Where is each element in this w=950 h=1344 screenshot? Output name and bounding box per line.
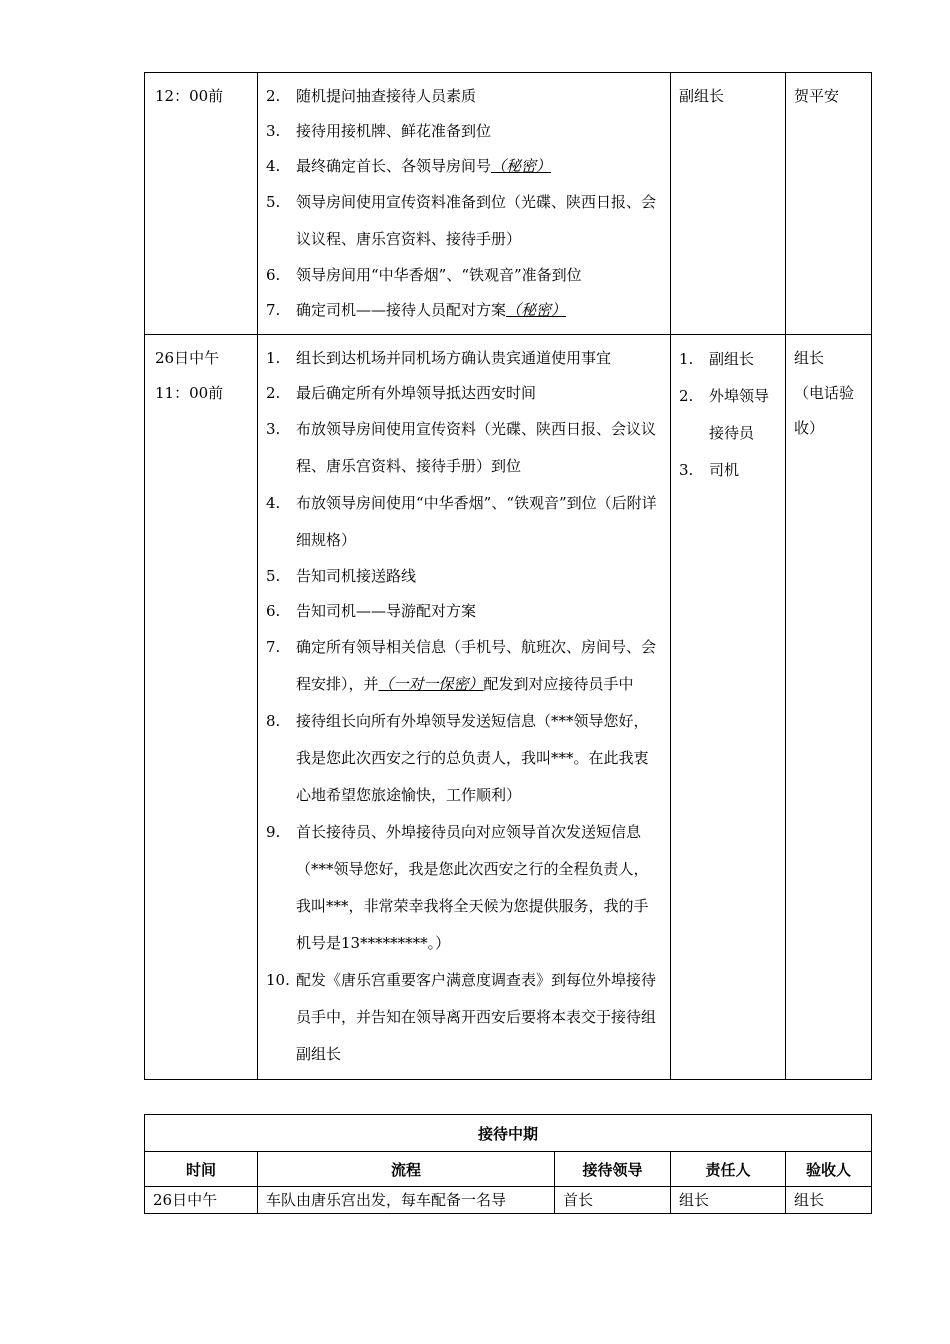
schedule-row-1	[145, 73, 872, 335]
process-item: 5. 告知司机接送路线	[266, 567, 417, 585]
secret-mark: （秘密）	[491, 157, 552, 175]
column-header: 责任人	[671, 1152, 786, 1187]
leader-item: 3. 司机	[679, 461, 740, 479]
time-line: 11：00前	[155, 384, 224, 402]
table-cell: 组长	[786, 1187, 872, 1214]
secret-mark: （秘密）	[506, 301, 567, 319]
leader-item: 2. 外埠领导接待员	[679, 387, 770, 442]
process-item: 10. 配发《唐乐宫重要客户满意度调查表》到每位外埠接待员手中，并告知在领导离开西安后要将本表交于接待组副组长	[266, 971, 657, 1063]
table-cell: 车队由唐乐宫出发，每车配备一名导	[258, 1187, 555, 1214]
table-title: 接待中期	[145, 1115, 872, 1152]
table-header-row	[145, 1152, 872, 1187]
column-header: 流程	[258, 1152, 555, 1187]
process-item: 6. 告知司机——导游配对方案	[266, 602, 477, 620]
time-line: 26日中午	[155, 349, 220, 367]
process-item: 2. 最后确定所有外埠领导抵达西安时间	[266, 384, 537, 402]
process-item: 9. 首长接待员、外埠接待员向对应领导首次发送短信息（***领导您好，我是您此次西安之行的全程负责人，我叫***，非常荣幸我将全天候为您提供服务，我的手机号是13*********。）	[266, 823, 649, 952]
table-row	[145, 1187, 872, 1214]
process-item: 1. 组长到达机场并同机场方确认贵宾通道使用事宜	[266, 349, 612, 367]
process-item: 2. 随机提问抽查接待人员素质	[266, 87, 477, 105]
schedule-table	[144, 72, 872, 1080]
schedule-row-2	[145, 335, 872, 1080]
time-cell	[145, 73, 258, 335]
secret-mark: （一对一保密）	[378, 675, 484, 693]
leader-cell	[671, 335, 786, 1080]
process-item: 8. 接待组长向所有外埠领导发送短信息（***领导您好，我是您此次西安之行的总负责人，我叫***。在此我衷心地希望您旅途愉快，工作顺利）	[266, 712, 649, 804]
owner-cell: 贺平安	[786, 73, 872, 335]
time-line: 12：00前	[155, 87, 224, 105]
process-item: 4. 布放领导房间使用“中华香烟”、“铁观音”到位（后附详细规格）	[266, 494, 657, 549]
column-header: 接待领导	[555, 1152, 671, 1187]
table-cell: 组长	[671, 1187, 786, 1214]
mid-period-table	[144, 1114, 872, 1214]
process-item: 7. 确定所有领导相关信息（手机号、航班次、房间号、会程安排），并（一对一保密）配发到对应接待员手中	[266, 638, 657, 693]
process-item: 5. 领导房间使用宣传资料准备到位（光碟、陕西日报、会议议程、唐乐宫资料、接待手册）	[266, 193, 657, 248]
process-cell	[258, 73, 671, 335]
leader-cell: 副组长	[671, 73, 786, 335]
process-item: 3. 接待用接机牌、鲜花准备到位	[266, 122, 492, 140]
owner-cell: 组长 （电话验收）	[786, 335, 872, 1080]
time-cell	[145, 335, 258, 1080]
column-header: 时间	[145, 1152, 258, 1187]
process-item: 3. 布放领导房间使用宣传资料（光碟、陕西日报、会议议程、唐乐宫资料、接待手册）到位	[266, 420, 657, 475]
table-title-row	[145, 1115, 872, 1152]
process-cell	[258, 335, 671, 1080]
process-item: 6. 领导房间用“中华香烟”、“铁观音”准备到位	[266, 266, 582, 284]
column-header: 验收人	[786, 1152, 872, 1187]
process-item: 4. 最终确定首长、各领导房间号（秘密）	[266, 157, 552, 175]
leader-item: 1. 副组长	[679, 350, 755, 368]
process-item: 7. 确定司机——接待人员配对方案（秘密）	[266, 301, 567, 319]
table-cell: 首长	[555, 1187, 671, 1214]
table-cell: 26日中午	[145, 1187, 258, 1214]
